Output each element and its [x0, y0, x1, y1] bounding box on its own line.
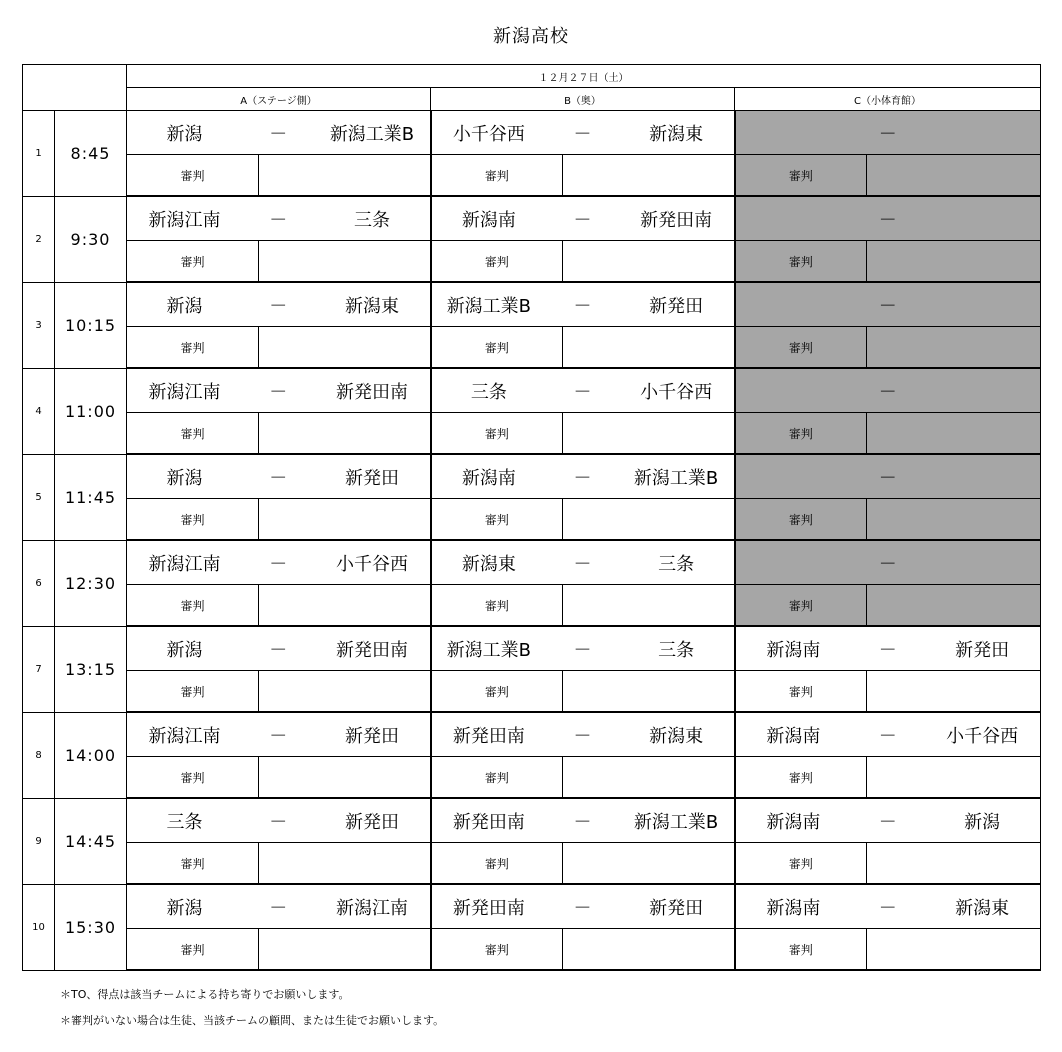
referee-value	[563, 671, 735, 713]
referee-label: 審判	[431, 929, 563, 971]
referee-row	[23, 155, 1041, 197]
match-number: 3	[23, 282, 55, 368]
referee-value	[867, 241, 1041, 283]
match-number: 5	[23, 454, 55, 540]
referee-value	[259, 585, 431, 627]
home-team: 新潟東	[461, 553, 516, 575]
dash: －	[878, 553, 897, 575]
referee-value	[259, 413, 431, 455]
home-team: 新潟南	[766, 897, 821, 919]
matchup	[432, 636, 734, 662]
referee-value	[867, 671, 1041, 713]
match-number: 2	[23, 196, 55, 282]
away-team: 三条	[354, 209, 390, 231]
matchup	[432, 292, 734, 318]
dash: －	[573, 295, 592, 317]
dash: －	[573, 811, 592, 833]
matchup	[736, 808, 1041, 834]
referee-row	[23, 671, 1041, 713]
away-team: 新潟東	[955, 897, 1010, 919]
match-cell-c	[735, 196, 1041, 241]
away-team: 新発田南	[336, 639, 408, 661]
match-number: 1	[23, 111, 55, 197]
match-number: 4	[23, 368, 55, 454]
match-time: 12:30	[55, 540, 127, 626]
dash: －	[878, 381, 897, 403]
matchup	[736, 378, 1041, 404]
away-team: 新発田	[345, 467, 399, 489]
matchup	[127, 894, 430, 920]
referee-label: 審判	[431, 155, 563, 197]
home-team: 小千谷西	[452, 123, 525, 145]
matchup	[432, 550, 734, 576]
match-row	[23, 798, 1041, 843]
away-team: 新発田南	[336, 381, 408, 403]
away-team: 新潟工業B	[633, 467, 719, 489]
dash: －	[269, 553, 288, 575]
match-number: 10	[23, 884, 55, 970]
match-cell-a	[127, 798, 431, 843]
dash: －	[573, 725, 592, 747]
dash: －	[878, 123, 897, 145]
referee-value	[867, 843, 1041, 885]
referee-label: 審判	[735, 843, 867, 885]
referee-value	[563, 585, 735, 627]
dash: －	[573, 467, 592, 489]
match-cell-c	[735, 712, 1041, 757]
referee-label: 審判	[431, 241, 563, 283]
matchup	[432, 378, 734, 404]
matchup	[127, 292, 430, 318]
dash: －	[878, 467, 897, 489]
referee-row	[23, 929, 1041, 971]
matchup	[127, 206, 430, 232]
home-team: 新潟南	[461, 467, 516, 489]
match-cell-b	[431, 282, 735, 327]
home-team: 新潟江南	[148, 725, 221, 747]
referee-label: 審判	[431, 757, 563, 799]
header-date: １２月２７日（土）	[127, 65, 1041, 88]
schedule-table	[22, 64, 1041, 971]
matchup	[127, 378, 430, 404]
referee-label: 審判	[127, 241, 259, 283]
referee-label: 審判	[735, 155, 867, 197]
away-team: 小千谷西	[640, 381, 713, 403]
dash: －	[269, 897, 288, 919]
dash: －	[269, 123, 288, 145]
court-header-c: C（小体育館）	[735, 88, 1041, 111]
match-time: 9:30	[55, 196, 127, 282]
match-cell-b	[431, 540, 735, 585]
match-row	[23, 196, 1041, 241]
referee-value	[563, 327, 735, 369]
referee-label: 審判	[127, 671, 259, 713]
matchup	[736, 292, 1041, 318]
referee-value	[259, 843, 431, 885]
away-team: 小千谷西	[946, 725, 1019, 747]
referee-label: 審判	[735, 929, 867, 971]
away-team: 三条	[658, 553, 695, 575]
away-team: 新潟東	[649, 123, 704, 145]
away-team: 新発田	[345, 811, 399, 833]
matchup	[432, 120, 734, 146]
referee-value	[259, 241, 431, 283]
referee-value	[259, 327, 431, 369]
matchup	[736, 722, 1041, 748]
match-cell-a	[127, 454, 431, 499]
home-team: 新潟南	[766, 725, 821, 747]
referee-label: 審判	[127, 155, 259, 197]
home-team: 新潟工業B	[446, 295, 532, 317]
dash: －	[878, 295, 897, 317]
match-number: 9	[23, 798, 55, 884]
dash: －	[269, 639, 288, 661]
match-cell-a	[127, 368, 431, 413]
match-cell-a	[127, 626, 431, 671]
away-team: 新発田	[649, 295, 704, 317]
referee-label: 審判	[431, 499, 563, 541]
referee-row	[23, 241, 1041, 283]
referee-value	[563, 929, 735, 971]
dash: －	[573, 123, 592, 145]
matchup	[127, 808, 430, 834]
header-date-row	[23, 65, 1041, 88]
dash: －	[573, 897, 592, 919]
match-cell-c	[735, 111, 1041, 155]
away-team: 新潟東	[345, 295, 399, 317]
matchup	[127, 120, 430, 146]
referee-value	[563, 757, 735, 799]
away-team: 新発田南	[640, 209, 713, 231]
dash: －	[573, 209, 592, 231]
matchup	[432, 894, 734, 920]
match-cell-c	[735, 540, 1041, 585]
home-team: 新潟	[166, 639, 203, 661]
match-cell-b	[431, 368, 735, 413]
match-cell-a	[127, 282, 431, 327]
note-2: ＊審判がいない場合は生徒、当該チームの顧問、または生徒でお願いします。	[60, 1014, 445, 1027]
match-row	[23, 712, 1041, 757]
referee-value	[867, 327, 1041, 369]
home-team: 新潟	[166, 123, 203, 145]
match-row	[23, 111, 1041, 155]
match-row	[23, 368, 1041, 413]
referee-value	[259, 155, 431, 197]
match-cell-c	[735, 368, 1041, 413]
match-number: 7	[23, 626, 55, 712]
header-courts-row	[23, 88, 1041, 111]
home-team: 新潟	[166, 295, 203, 317]
referee-value	[563, 155, 735, 197]
match-number: 6	[23, 540, 55, 626]
referee-value	[259, 671, 431, 713]
matchup	[432, 206, 734, 232]
match-row	[23, 540, 1041, 585]
match-cell-c	[735, 884, 1041, 929]
dash: －	[878, 897, 897, 919]
home-team: 新発田南	[452, 725, 525, 747]
referee-label: 審判	[127, 929, 259, 971]
match-cell-a	[127, 884, 431, 929]
matchup	[736, 120, 1041, 146]
referee-value	[867, 499, 1041, 541]
court-header-b: B（奥）	[431, 88, 735, 111]
matchup	[736, 636, 1041, 662]
matchup	[432, 722, 734, 748]
dash: －	[573, 381, 592, 403]
match-cell-b	[431, 884, 735, 929]
matchup	[127, 636, 430, 662]
court-header-a: A（ステージ側）	[127, 88, 431, 111]
home-team: 新発田南	[452, 897, 525, 919]
referee-label: 審判	[127, 327, 259, 369]
match-time: 11:00	[55, 368, 127, 454]
referee-value	[867, 929, 1041, 971]
dash: －	[269, 467, 288, 489]
matchup	[736, 550, 1041, 576]
dash: －	[269, 725, 288, 747]
match-cell-b	[431, 712, 735, 757]
referee-value	[867, 155, 1041, 197]
referee-value	[867, 757, 1041, 799]
dash: －	[269, 381, 288, 403]
away-team: 新潟東	[649, 725, 704, 747]
home-team: 新潟江南	[148, 381, 221, 403]
referee-row	[23, 843, 1041, 885]
match-cell-c	[735, 626, 1041, 671]
page-title: 新潟高校	[493, 26, 569, 47]
referee-label: 審判	[431, 413, 563, 455]
referee-value	[259, 499, 431, 541]
home-team: 新潟南	[461, 209, 516, 231]
away-team: 新発田	[955, 639, 1010, 661]
match-row	[23, 626, 1041, 671]
dash: －	[878, 209, 897, 231]
match-time: 8:45	[55, 111, 127, 197]
match-cell-c	[735, 454, 1041, 499]
referee-label: 審判	[735, 241, 867, 283]
referee-label: 審判	[431, 671, 563, 713]
home-team: 新潟南	[766, 639, 821, 661]
matchup	[127, 722, 430, 748]
referee-row	[23, 413, 1041, 455]
away-team: 新潟江南	[336, 897, 408, 919]
note-1: ＊TO、得点は該当チームによる持ち寄りでお願いします。	[60, 988, 350, 1001]
dash: －	[573, 639, 592, 661]
home-team: 新潟	[166, 897, 203, 919]
header-corner	[23, 65, 127, 111]
home-team: 新潟江南	[148, 553, 221, 575]
home-team: 新潟南	[766, 811, 821, 833]
home-team: 新潟江南	[148, 209, 221, 231]
dash: －	[269, 811, 288, 833]
referee-label: 審判	[735, 413, 867, 455]
referee-label: 審判	[127, 499, 259, 541]
away-team: 新発田	[649, 897, 704, 919]
home-team: 新潟工業B	[446, 639, 532, 661]
referee-label: 審判	[735, 671, 867, 713]
referee-value	[563, 843, 735, 885]
referee-row	[23, 757, 1041, 799]
referee-label: 審判	[431, 843, 563, 885]
referee-label: 審判	[735, 327, 867, 369]
matchup	[432, 464, 734, 490]
away-team: 小千谷西	[336, 553, 408, 575]
referee-label: 審判	[735, 499, 867, 541]
dash: －	[878, 725, 897, 747]
away-team: 新潟工業B	[633, 811, 719, 833]
match-time: 15:30	[55, 884, 127, 970]
referee-label: 審判	[127, 585, 259, 627]
referee-value	[563, 499, 735, 541]
matchup	[127, 464, 430, 490]
match-cell-b	[431, 798, 735, 843]
match-time: 14:45	[55, 798, 127, 884]
away-team: 新発田	[345, 725, 399, 747]
match-cell-a	[127, 540, 431, 585]
match-time: 13:15	[55, 626, 127, 712]
dash: －	[878, 639, 897, 661]
referee-label: 審判	[431, 585, 563, 627]
away-team: 三条	[658, 639, 695, 661]
home-team: 三条	[166, 811, 203, 833]
home-team: 三条	[470, 381, 507, 403]
referee-label: 審判	[127, 413, 259, 455]
match-cell-b	[431, 626, 735, 671]
match-cell-b	[431, 111, 735, 155]
referee-label: 審判	[735, 585, 867, 627]
match-cell-b	[431, 454, 735, 499]
match-row	[23, 884, 1041, 929]
match-row	[23, 454, 1041, 499]
referee-row	[23, 585, 1041, 627]
referee-value	[563, 241, 735, 283]
match-time: 14:00	[55, 712, 127, 798]
match-number: 8	[23, 712, 55, 798]
match-cell-c	[735, 282, 1041, 327]
referee-row	[23, 327, 1041, 369]
referee-label: 審判	[127, 843, 259, 885]
referee-label: 審判	[431, 327, 563, 369]
match-cell-b	[431, 196, 735, 241]
home-team: 新発田南	[452, 811, 525, 833]
matchup	[736, 894, 1041, 920]
match-time: 10:15	[55, 282, 127, 368]
dash: －	[269, 295, 288, 317]
referee-value	[259, 929, 431, 971]
matchup	[736, 206, 1041, 232]
dash: －	[573, 553, 592, 575]
referee-value	[867, 413, 1041, 455]
dash: －	[878, 811, 897, 833]
match-cell-a	[127, 712, 431, 757]
referee-value	[867, 585, 1041, 627]
dash: －	[269, 209, 288, 231]
referee-label: 審判	[735, 757, 867, 799]
away-team: 新潟工業B	[329, 123, 415, 145]
away-team: 新潟	[964, 811, 1001, 833]
matchup	[127, 550, 430, 576]
matchup	[432, 808, 734, 834]
referee-label: 審判	[127, 757, 259, 799]
home-team: 新潟	[166, 467, 203, 489]
match-cell-c	[735, 798, 1041, 843]
match-cell-a	[127, 111, 431, 155]
referee-value	[259, 757, 431, 799]
matchup	[736, 464, 1041, 490]
referee-value	[563, 413, 735, 455]
match-cell-a	[127, 196, 431, 241]
match-time: 11:45	[55, 454, 127, 540]
match-row	[23, 282, 1041, 327]
referee-row	[23, 499, 1041, 541]
